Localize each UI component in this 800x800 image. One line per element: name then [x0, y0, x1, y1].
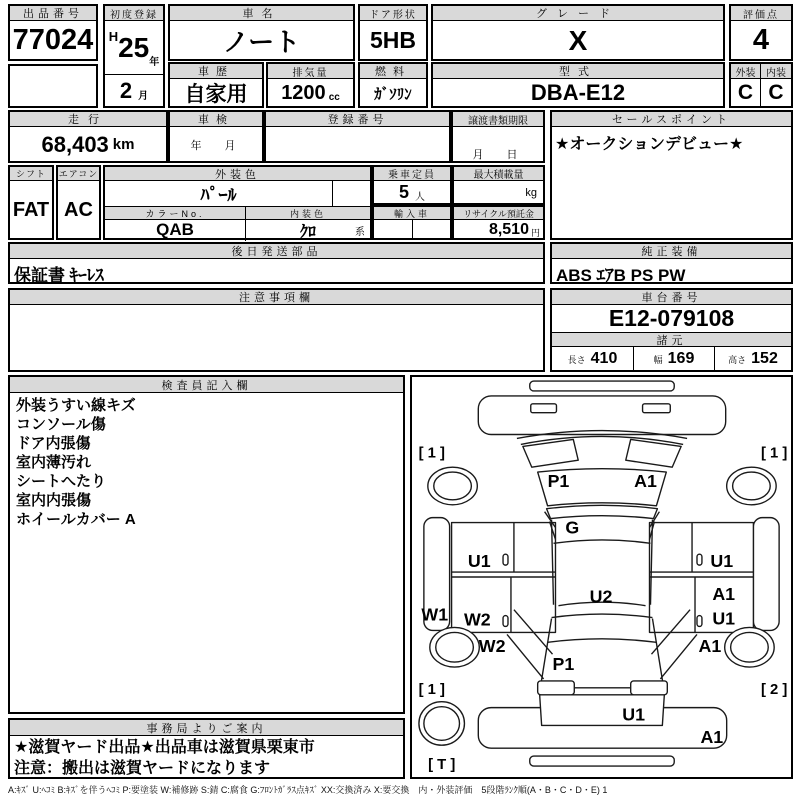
later-parts-label: 後日発送部品 — [10, 244, 543, 259]
front-bumper-strip — [530, 381, 674, 391]
recycle-deposit-number: 8,510 — [488, 220, 529, 238]
damage-label: A1 — [634, 470, 657, 491]
inspector-note-item: コンソール傷 — [16, 416, 106, 433]
fuel-value: ｶﾞｿﾘﾝ — [374, 85, 412, 103]
capacity-value — [374, 181, 450, 204]
sales-point-value: ★オークションデビュー★ — [555, 136, 744, 153]
exterior-color-value: ﾊﾟｰﾙ — [200, 184, 237, 205]
model-code-box — [431, 62, 725, 108]
month-value: 2 — [119, 77, 133, 103]
first-registration-month — [105, 75, 163, 106]
exterior-rank — [731, 64, 761, 106]
score-value: 4 — [752, 24, 770, 56]
specs-row — [552, 347, 791, 371]
damage-label: [ 1 ] — [418, 445, 445, 462]
aircon-box — [56, 165, 101, 240]
damage-label: W1 — [421, 604, 449, 625]
car-damage-map — [412, 377, 791, 777]
score-box — [729, 4, 793, 61]
spec-width-label: 幅 — [653, 354, 663, 365]
damage-diagram-box — [410, 375, 793, 779]
color-values — [105, 219, 370, 241]
chassis-no-value: E12-079108 — [552, 305, 791, 333]
interior-color-value: ｸﾛ — [299, 223, 316, 241]
inspection-value: 年 月 — [190, 139, 242, 152]
registration-no-label: 登録番号 — [266, 112, 449, 127]
spec-length — [552, 347, 633, 371]
interior-color-label: 内装色 — [245, 207, 370, 220]
fuel-label: 燃料 — [360, 64, 426, 79]
damage-label: [ T ] — [428, 756, 456, 773]
import-box — [372, 205, 452, 240]
max-load-unit: kg — [525, 186, 537, 199]
inspector-notes-label: 検査員記入欄 — [10, 377, 403, 393]
mileage-box — [8, 110, 168, 163]
displacement-value — [268, 79, 353, 107]
damage-label: A1 — [700, 727, 724, 748]
aircon-label: エアコン — [58, 169, 99, 179]
damage-label: W2 — [478, 636, 506, 657]
damage-label: P1 — [547, 470, 570, 491]
inspector-note-item: ドア内張傷 — [16, 435, 91, 452]
fuel-box — [358, 62, 428, 108]
oem-equipment-label: 純正装備 — [552, 244, 791, 259]
exterior-label: 外装 — [731, 64, 760, 79]
rank-box — [729, 62, 793, 108]
spec-width — [633, 347, 714, 371]
inspector-note-item: 外装うすい線キズ — [16, 397, 136, 414]
car-name-label: 車名 — [170, 6, 353, 21]
office-info-label: 事務局よりご案内 — [10, 720, 403, 736]
inspector-note-item: 室内内張傷 — [16, 492, 92, 509]
right-headlight — [626, 439, 681, 467]
first-registration-label: 初度登録 — [105, 6, 163, 21]
door-shape-value: 5HB — [369, 27, 416, 53]
inspector-note-item: シートへたり — [16, 473, 107, 490]
door-shape-label: ドア形状 — [360, 6, 426, 21]
front-right-wheel — [727, 467, 776, 505]
capacity-number: 5 — [398, 182, 409, 202]
capacity-box — [372, 165, 452, 205]
right-tail-light — [631, 681, 668, 695]
rear-right-wheel — [725, 627, 774, 667]
right-rocker — [753, 518, 779, 631]
hatch-sides — [541, 619, 664, 686]
color-subheaders — [105, 207, 370, 219]
rear-left-wheel — [430, 627, 479, 667]
spec-height-value: 152 — [751, 350, 778, 367]
import-cell-1 — [374, 220, 412, 239]
recycle-deposit-value — [454, 220, 543, 239]
registration-no-value — [266, 127, 449, 162]
import-cells — [374, 220, 450, 239]
chassis-no-label: 車台番号 — [552, 290, 791, 305]
color-no-label: カラーNo. — [105, 207, 245, 220]
spec-length-label: 長さ — [567, 354, 586, 365]
score-label: 評価点 — [731, 6, 791, 21]
max-load-box — [452, 165, 545, 205]
spare-tire — [419, 702, 465, 746]
grade-label: グレード — [433, 6, 723, 21]
displacement-box — [266, 62, 355, 108]
sales-point-label: セールスポイント — [552, 112, 791, 127]
specs-label: 諸元 — [552, 333, 791, 347]
recycle-deposit-label: リサイクル預託金 — [454, 207, 543, 220]
car-name-box — [168, 4, 355, 61]
transfer-deadline-label: 譲渡書類期限 — [453, 112, 543, 127]
displacement-label: 排気量 — [268, 64, 353, 79]
color-no-value: QAB — [156, 220, 194, 239]
damage-label: [ 1 ] — [760, 445, 788, 462]
transfer-deadline-value: 月 日 — [472, 149, 524, 161]
hatch-lower-panel — [540, 695, 665, 726]
car-name-value: ノート — [222, 27, 301, 57]
damage-label: A1 — [712, 583, 736, 604]
door-shape-box — [358, 4, 428, 61]
damage-label: [ 2 ] — [760, 681, 788, 698]
front-left-wheel — [428, 467, 477, 505]
history-value: 自家用 — [184, 83, 248, 106]
notes-label: 注意事項欄 — [10, 290, 543, 305]
interior-label: 内装 — [761, 64, 791, 79]
lot-box — [8, 4, 98, 61]
shift-label: シフト — [10, 167, 52, 181]
mileage-unit: km — [112, 136, 135, 153]
damage-label: G — [565, 517, 580, 538]
office-info-line: 注意：搬出は滋賀ヤードになります — [14, 760, 271, 777]
damage-label: U1 — [622, 704, 646, 725]
aircon-value: AC — [64, 198, 93, 221]
later-parts-value: 保証書 ｷｰﾚｽ — [14, 266, 104, 285]
left-tail-light — [538, 681, 575, 695]
grade-value: X — [568, 24, 588, 56]
exterior-color-extra-cell — [332, 181, 370, 206]
registration-no-box — [264, 110, 451, 163]
chassis-box — [550, 288, 793, 372]
office-info-line: ★滋賀ヤード出品★出品車は滋賀県栗東市 — [14, 739, 315, 756]
model-code-value: DBA-E12 — [530, 80, 626, 105]
inspector-note-item: 室内薄汚れ — [16, 454, 92, 471]
first-registration-box — [103, 4, 165, 108]
mileage-label: 走行 — [10, 112, 166, 127]
model-code-label: 型式 — [433, 64, 723, 79]
spec-height-label: 高さ — [728, 354, 747, 365]
spec-height — [714, 347, 791, 371]
recycle-deposit-unit: 円 — [530, 227, 540, 238]
exterior-value: C — [737, 81, 754, 104]
oem-equipment-box — [550, 242, 793, 284]
left-headlight — [523, 439, 578, 467]
inspection-label: 車検 — [170, 112, 262, 127]
inspector-notes-list — [10, 393, 403, 532]
legend-line: A:ｷｽﾞ U:ﾍｺﾐ B:ｷｽﾞを伴うﾍｺﾐ P:要塗装 W:補修跡 S:錆 C:腐食 G:ﾌﾛﾝﾄｶﾞﾗｽ点ｷｽﾞ XX:交換済み X:要交換 内・外装評価 5段階ﾗﾝｸ順(A・B・C・D・E) 1 — [8, 785, 608, 795]
year-value: 25 — [118, 31, 150, 63]
damage-label: U1 — [467, 551, 491, 572]
sales-point-box — [550, 110, 793, 240]
history-label: 車歴 — [170, 64, 262, 79]
year-unit: 年 — [149, 57, 160, 68]
displacement-number: 1200 — [281, 81, 326, 104]
interior-color-cell — [245, 219, 370, 241]
inspection-box — [168, 110, 264, 163]
max-load-label: 最大積載量 — [454, 167, 543, 181]
import-cell-2 — [412, 220, 450, 239]
notes-box — [8, 288, 545, 372]
shift-box — [8, 165, 54, 240]
office-info-lines — [10, 736, 403, 780]
damage-label: U1 — [712, 608, 736, 629]
lot-empty-box — [8, 64, 98, 108]
office-info-box — [8, 718, 405, 779]
interior-rank — [761, 64, 791, 106]
history-box — [168, 62, 264, 108]
recycle-deposit-box — [452, 205, 545, 240]
import-label: 輸入車 — [374, 207, 450, 220]
rear-bumper-strip — [530, 756, 674, 766]
lot-label: 出品番号 — [10, 6, 96, 21]
later-parts-box — [8, 242, 545, 284]
mileage-value — [10, 127, 166, 162]
spec-length-value: 410 — [590, 350, 618, 367]
displacement-unit: cc — [328, 91, 340, 103]
exterior-color-label: 外装色 — [105, 167, 370, 181]
damage-label: W2 — [463, 609, 491, 630]
oem-equipment-value: ABS ｴｱB PS PW — [556, 266, 686, 285]
front-bumper — [478, 396, 725, 435]
lot-value: 77024 — [12, 24, 94, 56]
damage-label: U2 — [589, 586, 613, 607]
capacity-label: 乗車定員 — [374, 167, 450, 181]
notes-value — [10, 305, 543, 369]
grade-box — [431, 4, 725, 61]
shift-value: FAT — [12, 198, 50, 221]
color-group-box — [103, 165, 372, 240]
damage-label: [ 1 ] — [418, 681, 445, 698]
era-code: H — [108, 29, 119, 44]
damage-label: U1 — [710, 551, 734, 572]
spec-width-value: 169 — [667, 350, 695, 367]
interior-color-suffix: 系 — [355, 227, 365, 238]
inspector-note-item: ホイールカバー A — [16, 511, 136, 528]
inspector-notes-box — [8, 375, 405, 714]
transfer-deadline-box — [451, 110, 545, 163]
windshield — [547, 505, 658, 518]
month-unit: 月 — [138, 91, 149, 102]
damage-label: P1 — [552, 654, 575, 675]
car-outline — [419, 381, 779, 766]
exterior-color-row — [105, 181, 370, 207]
first-registration-year — [105, 21, 163, 75]
interior-value: C — [768, 81, 784, 104]
damage-label: A1 — [698, 636, 722, 657]
mileage-number: 68,403 — [41, 131, 109, 157]
capacity-unit: 人 — [415, 192, 425, 203]
